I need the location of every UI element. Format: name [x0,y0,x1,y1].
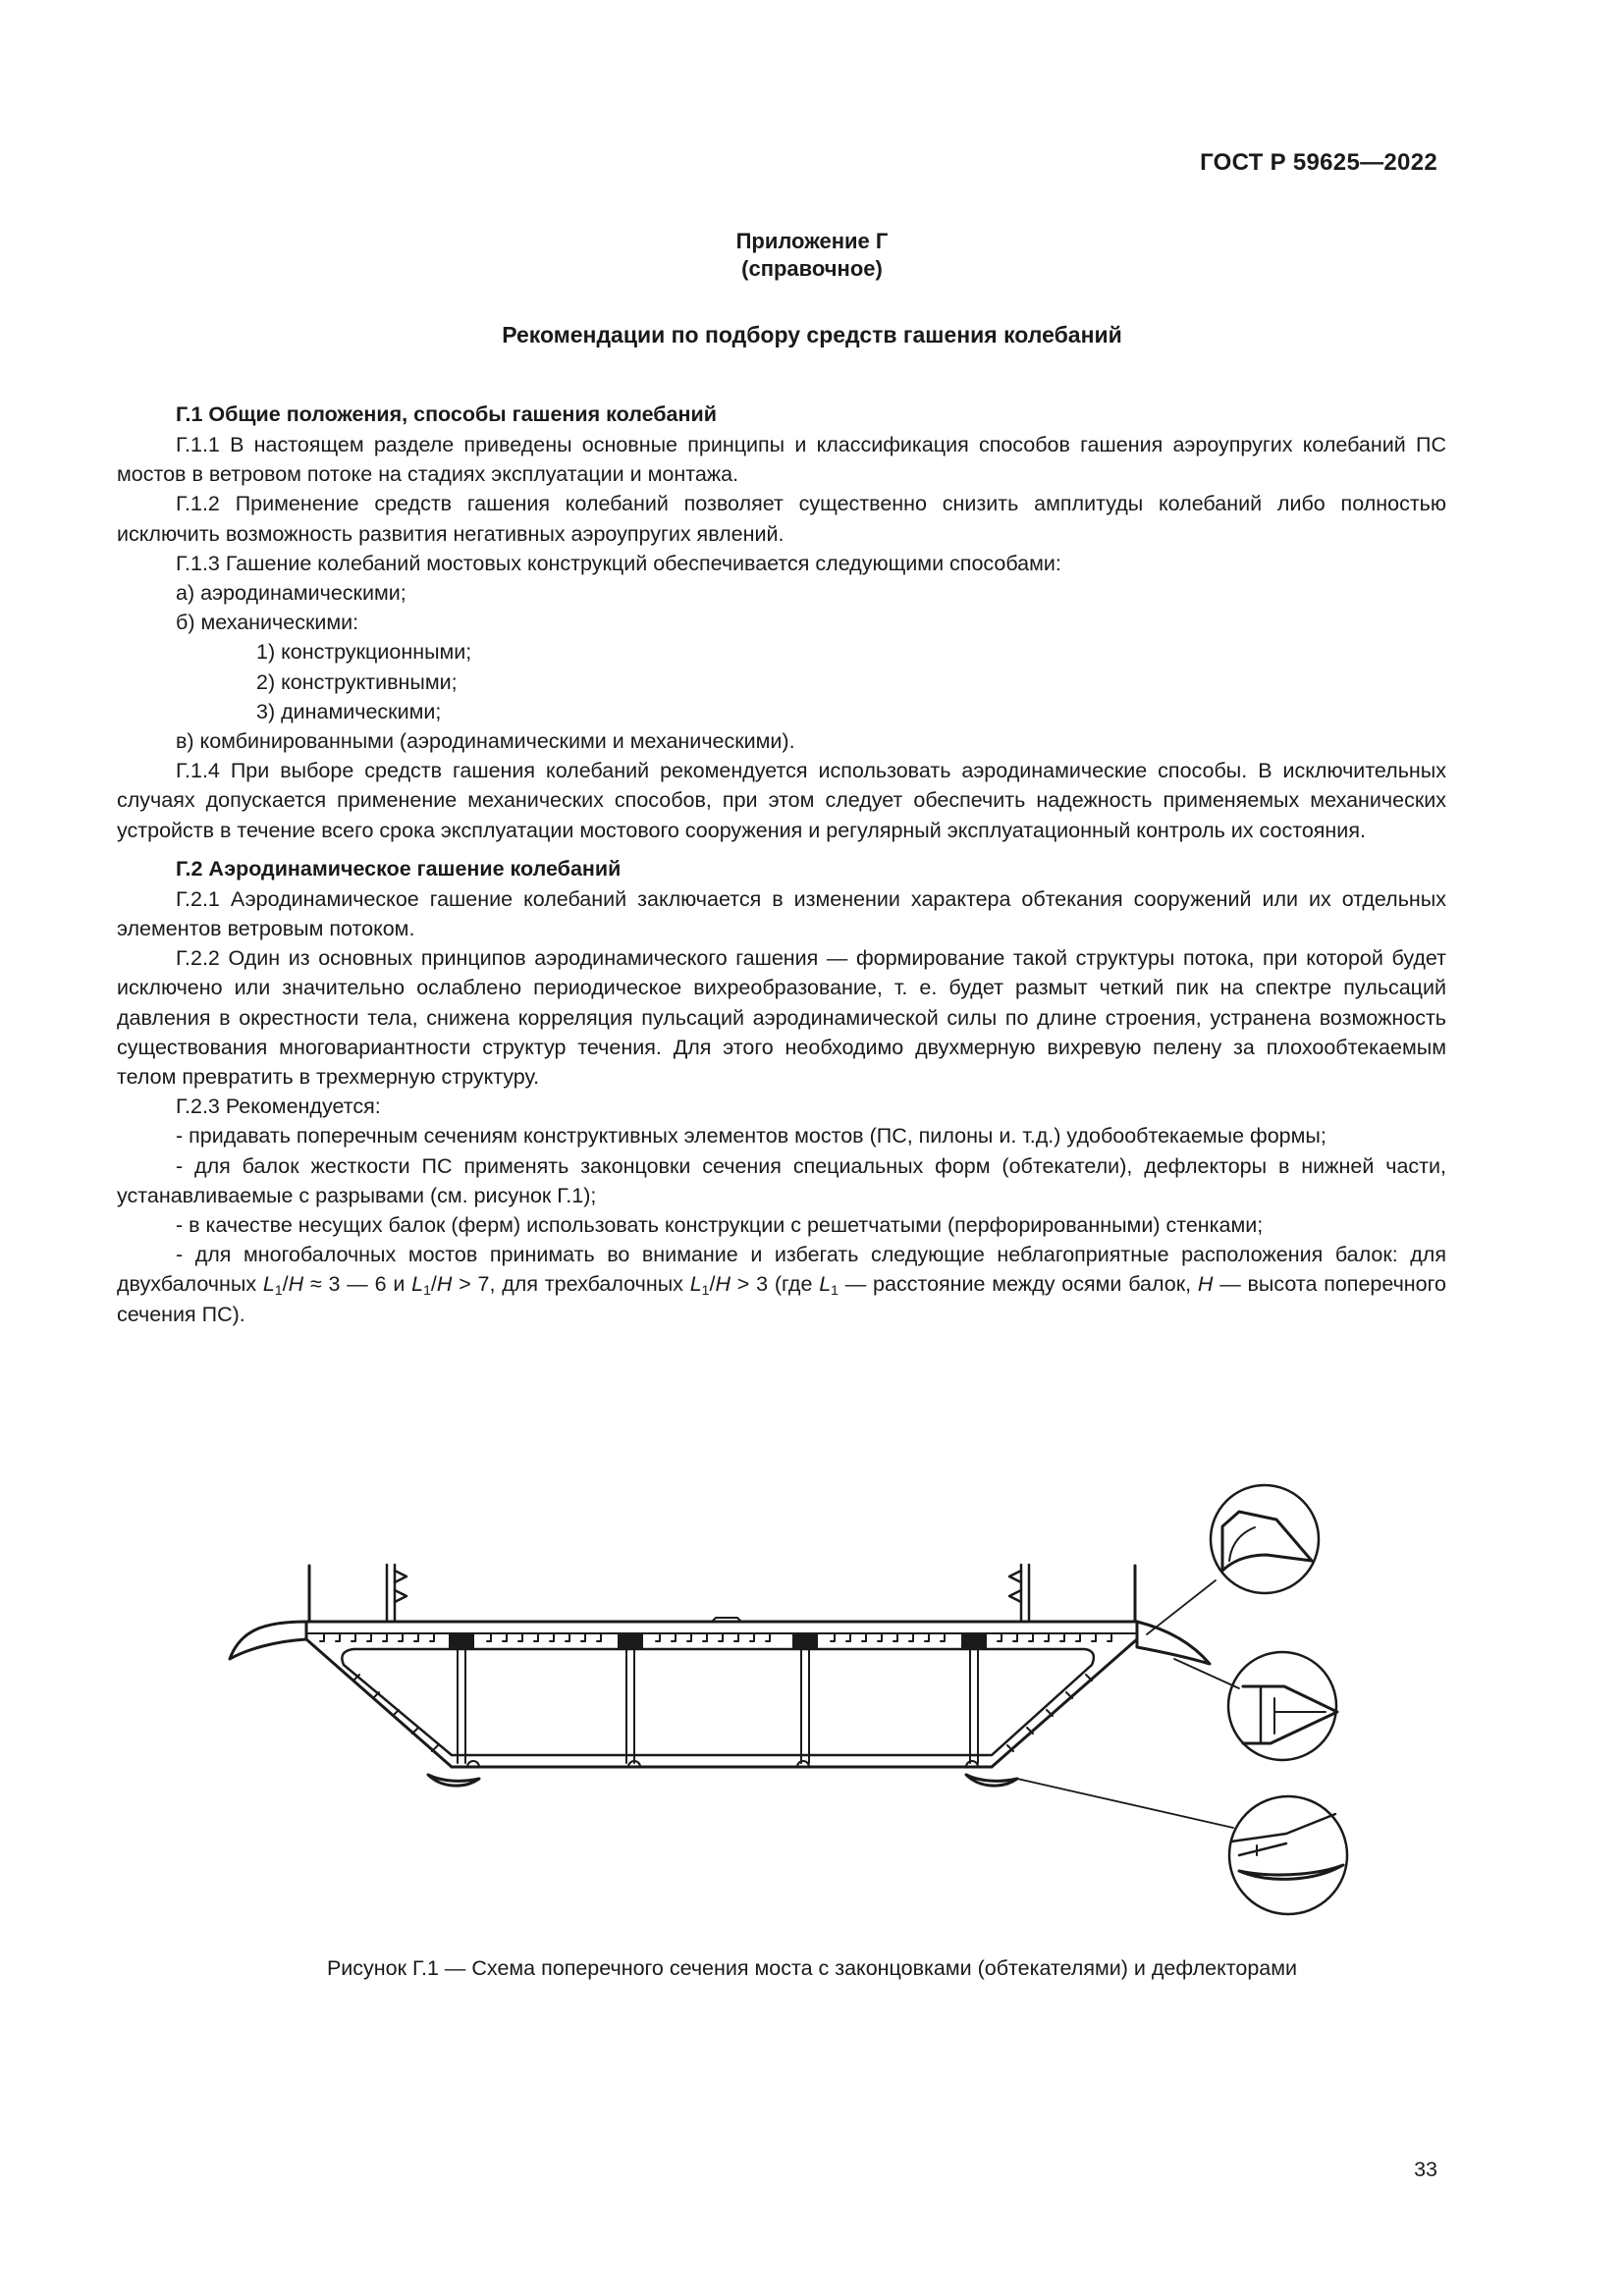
bridge-cross-section-figure [216,1472,1375,1934]
detail-callout-fairing-1 [1211,1485,1319,1593]
recommendation-1: - придавать поперечным сечениям конструктивных элементов мостов (ПС, пилоны и. т.д.) удобообтекаемые формы; [176,1124,1326,1148]
right-deflector [966,1775,1017,1786]
figure-caption: Рисунок Г.1 — Схема поперечного сечения моста с законцовками (обтекателями) и дефлекторами [326,1956,1298,1980]
detail-callout-fairing-2 [1228,1652,1337,1760]
right-parapet [1009,1565,1135,1622]
right-fairing [1137,1622,1210,1664]
leader-lines [1017,1580,1239,1828]
list-item-a: а) аэродинамическими; [176,581,406,606]
page-number: 33 [1414,2158,1437,2181]
box-girder-inner [342,1649,1094,1755]
paragraph-g2-3: Г.2.3 Рекомендуется: [176,1095,381,1119]
appendix-title: Рекомендации по подбору средств гашения колебаний [502,322,1122,347]
detail-callout-deflector [1229,1796,1347,1914]
recommendation-3: - в качестве несущих балок (ферм) использовать конструкции с решетчатыми (перфорированными) стенками; [176,1213,1264,1238]
left-deflector [428,1775,479,1786]
recommendation-4: - для многобалочных мостов принимать во внимание и избегать следующие неблагоприятные расположения балок: для двухбалочных $L_1/H \approx 3$ — 6 и $L_1/H > 7$, для трехбалочных $L_1/H > 3$ (где $L_1$ — расстояние между осями балок, H — высота поперечного сечения ПС). [117,1243,1446,1326]
appendix-label: Приложение Г [735,229,889,253]
list-item-b3: 3) динамическими; [256,699,442,723]
list-item-b: б) механическими: [176,611,359,635]
list-item-c: в) комбинированными (аэродинамическими и механическими). [176,729,795,754]
list-item-b1: 1) конструкционными; [256,640,472,665]
document-code: ГОСТ Р 59625—2022 [1200,149,1437,176]
deck-plate [306,1618,1137,1633]
section-heading-g1: Г.1 Общие положения, способы гашения колебаний [176,402,717,426]
appendix-heading [0,228,1624,283]
appendix-type: (справочное) [741,256,883,281]
paragraph-g1-2: Г.1.2 Применение средств гашения колебаний позволяет существенно снизить амплитуды колебаний либо полностью исключить возможность развития негативных аэроупругих явлений. [117,492,1446,546]
paragraph-g1-3: Г.1.3 Гашение колебаний мостовых конструкций обеспечивается следующими способами: [176,551,1061,575]
left-fairing [230,1622,306,1659]
paragraph-g2-1: Г.2.1 Аэродинамическое гашение колебаний заключается в изменении характера обтекания сооружений или их отдельных элементов ветровым потоком. [117,886,1446,941]
left-parapet [309,1565,406,1622]
paragraph-g1-4: Г.1.4 При выборе средств гашения колебаний рекомендуется использовать аэродинамические способы. В исключительных случаях допускается применение механических способов, при этом следует обеспечить надежность применяемых механических устройств в течение всего срока эксплуатации мостового сооружения и регулярный эксплуатационный контроль их состояния. [117,759,1446,842]
paragraph-g1-1: Г.1.1 В настоящем разделе приведены основные принципы и классификация способов гашения аэроупругих колебаний ПС мостов в ветровом потоке на стадиях эксплуатации и монтажа. [117,433,1446,487]
box-girder-outline [306,1639,1137,1767]
diaphragm-posts [450,1633,986,1763]
list-item-b2: 2) конструктивными; [256,669,458,694]
section-heading-g2: Г.2 Аэродинамическое гашение колебаний [176,856,622,881]
deck-stiffeners [320,1633,1111,1767]
recommendation-2: - для балок жесткости ПС применять законцовки сечения специальных форм (обтекатели), дефлекторы в нижней части, устанавливаемые с разрывами (см. рисунок Г.1); [117,1153,1446,1207]
body-text [117,399,1446,1329]
paragraph-g2-2: Г.2.2 Один из основных принципов аэродинамического гашения — формирование такой структуры потока, при которой будет исключено или значительно ослаблено периодическое вихреобразование, т. е. будет размыт четкий пик на спектре пульсаций давления в окрестности тела, снижена корреляция пульсаций аэродинамической силы по длине строения, устранена возможность существования многовариантности структур течения. Для этого необходимо двухмерную вихревую пелену за плохообтекаемым телом превратить в трехмерную структуру. [117,946,1446,1090]
